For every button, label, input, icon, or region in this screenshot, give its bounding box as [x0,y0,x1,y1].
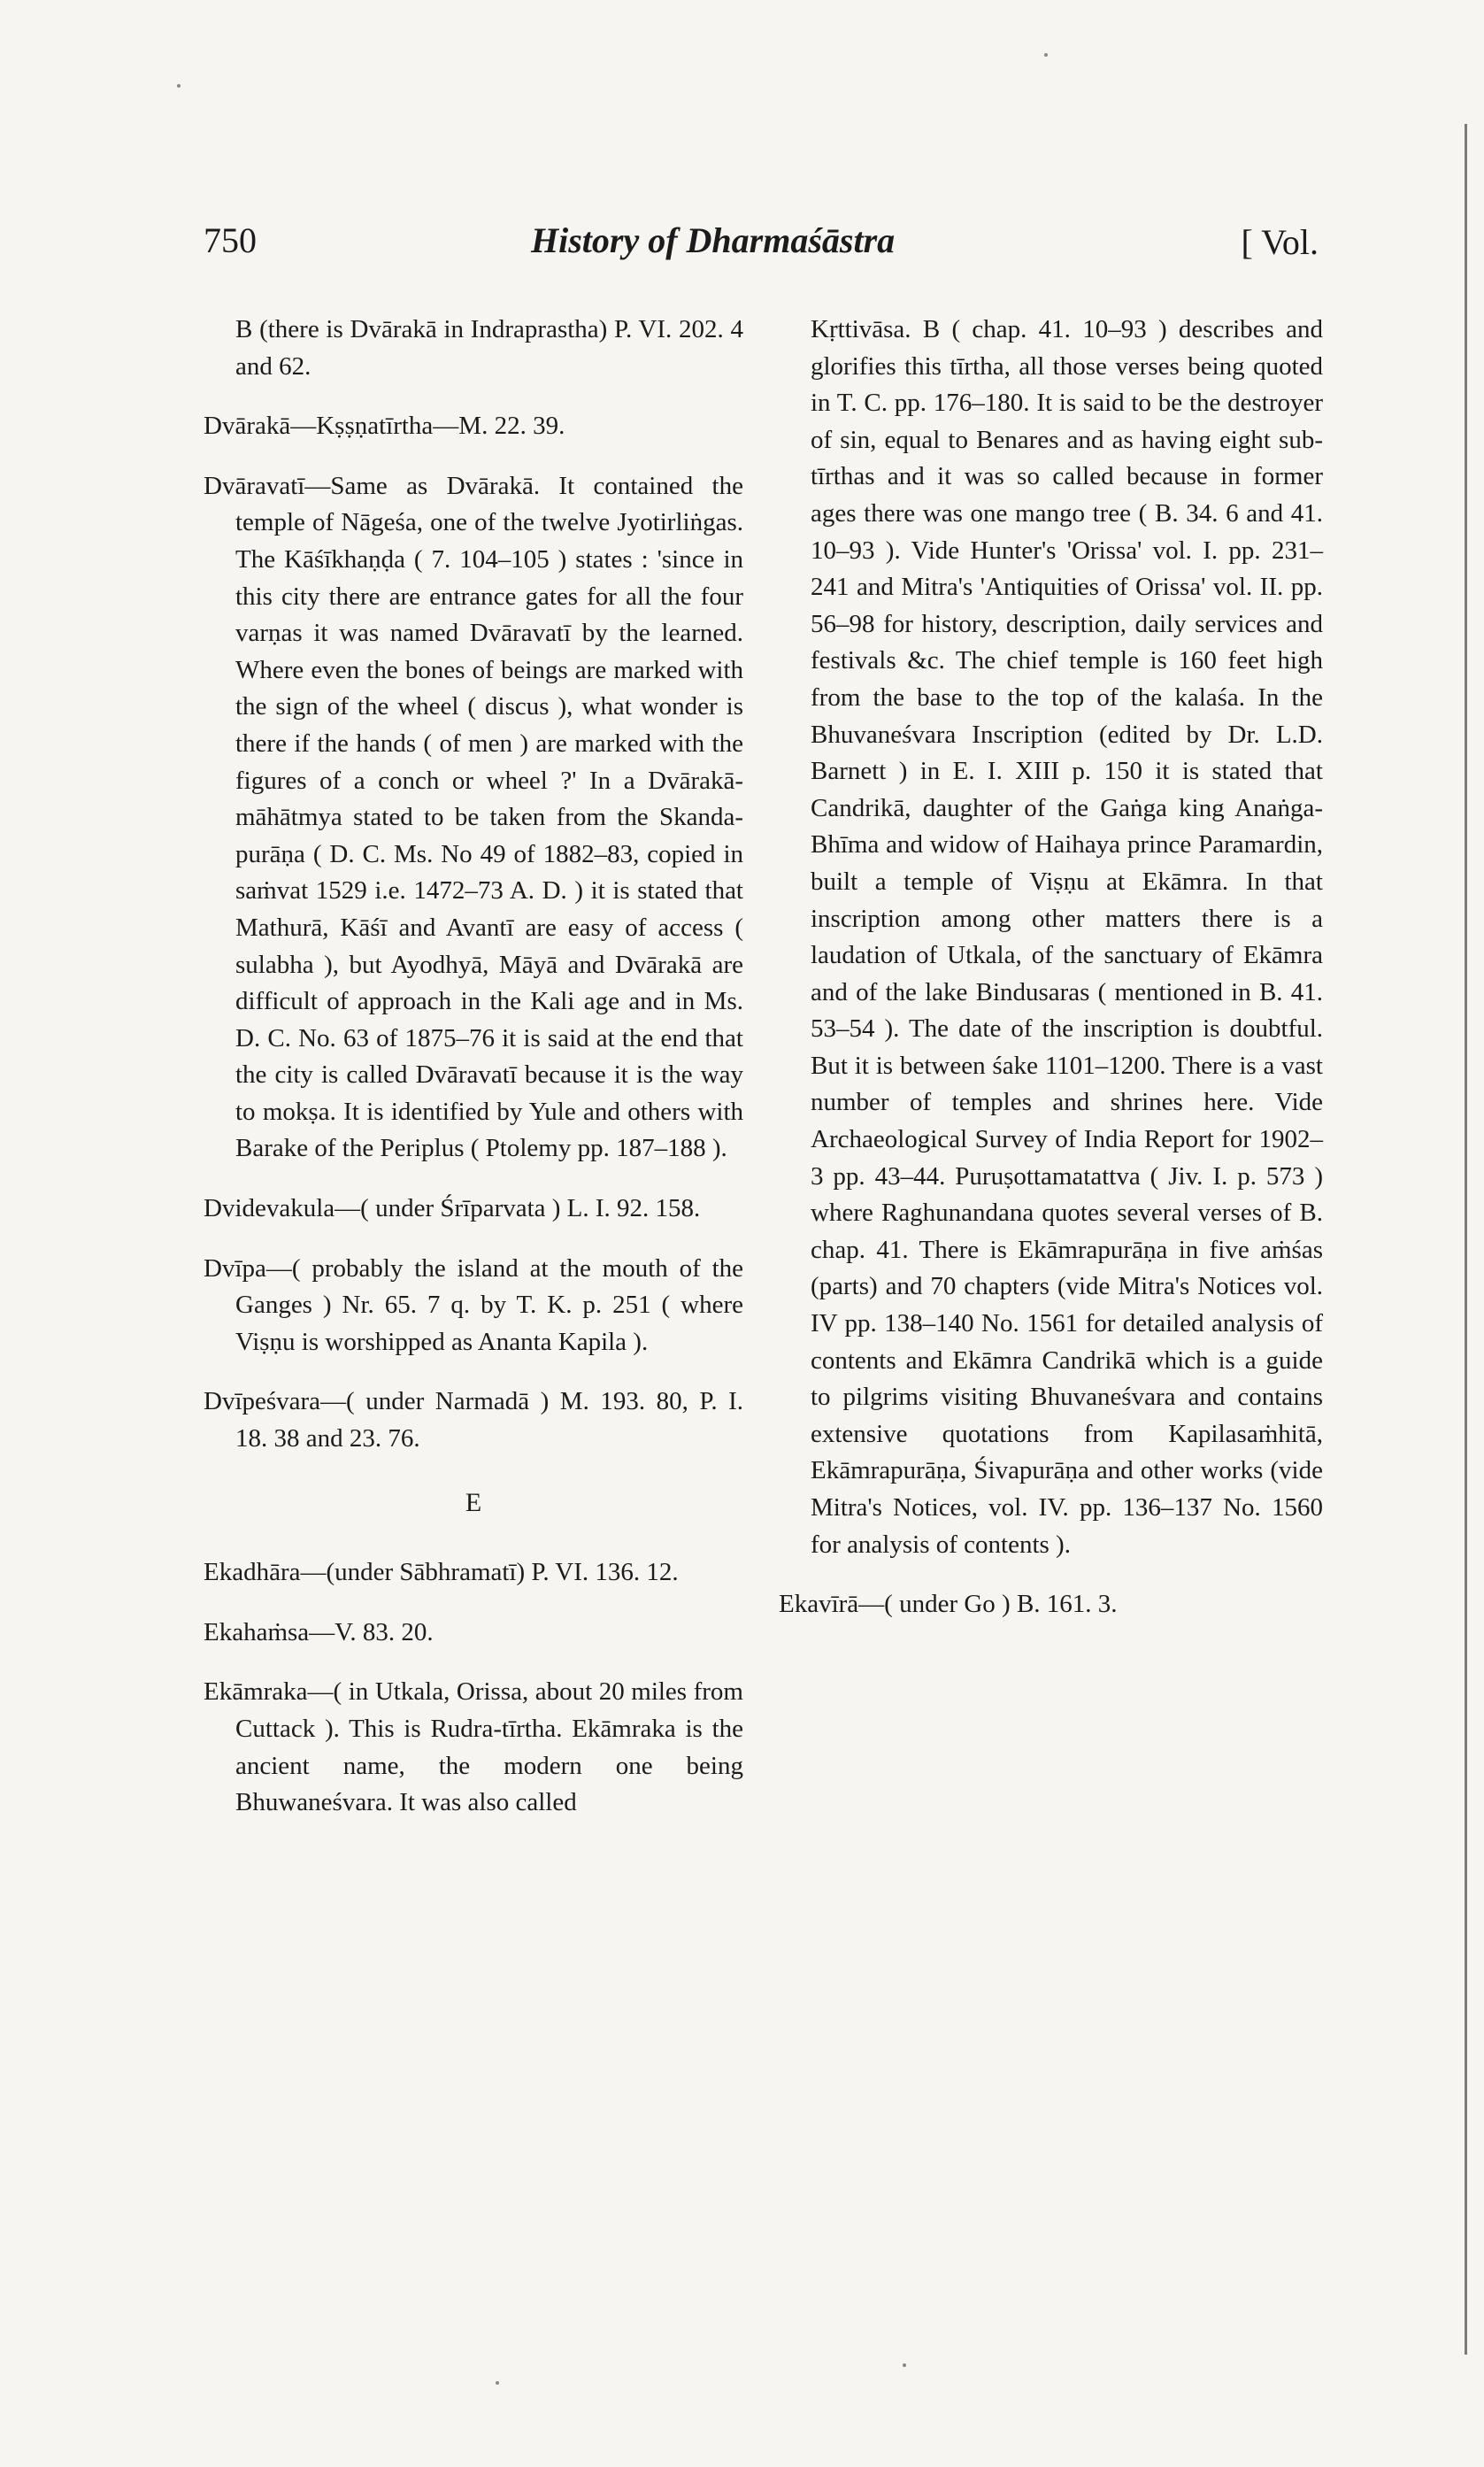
entry-text: Dvīpeśvara—( under Narmadā ) M. 193. 80, P. I. 18. 38 and 23. 76. [204,1387,743,1453]
entry-text: Ekahaṁsa—V. 83. 20. [204,1617,434,1646]
entry-text: Dvīpa—( probably the island at the mouth of the Ganges ) Nr. 65. 7 q. by T. K. p. 251 ( where Viṣṇu is worshipped as Ananta Kapila ). [204,1253,743,1356]
entry-text: Ekavīrā—( under Go ) B. 161. 3. [779,1590,1118,1619]
entry-text: B (there is Dvārakā in Indraprastha) P. VI. 202. 4 and 62. [235,315,743,381]
scan-speck [496,2381,499,2385]
scan-speck [177,84,181,88]
page-number: 750 [204,220,257,260]
section-letter: E [465,1487,482,1517]
scan-speck [903,2363,906,2367]
scan-edge-line [1465,124,1467,2355]
entry-continuation: Kṛttivāsa. B ( chap. 41. 10–93 ) describes and glorifies this tīrtha, all those verses being quoted in T. C. pp. 176–180. It is said to be the destroyer of sin, equal to Benares and as having eight sub-tīrthas and it was so called because in former ages there was one mango tree ( B. 34. 6 and 41. 10–93 ). Vide Hunter's 'Orissa' vol. I. pp. 231–241 and Mitra's 'Antiquities of Orissa' vol. II. pp. 56–98 for history, description, daily services and festivals &c. The chief temple is 160 feet high from the base to the top of the kalaśa. In the Bhuvaneśvara Inscription (edited by Dr. L.D. Barnett ) in E. I. XIII p. 150 it is stated that Candrikā, daughter of the Gaṅga king Anaṅga-Bhīma and widow of Haihaya prince Paramardin, built a temple of Viṣṇu at Ekāmra. In that inscription among other matters there is a laudation of Utkala, of the sanctuary of Ekāmra and of the lake Bindusaras ( mentioned in B. 41. 53–54 ). The date of the inscription is doubtful. But it is between śake 1101–1200. There is a vast number of temples and shrines here. Vide Archaeological Survey of India Report for 1902–3 pp. 43–44. Puruṣottamatattva ( Jiv. I. p. 573 ) where Raghunandana quotes several verses of B. chap. 41. There is Ekāmrapurāṇa in five aṁśas (parts) and 70 chapters (vide Mitra's Notices vol. IV pp. 138–140 No. 1561 for detailed analysis of contents and Ekāmra Candrikā which is a guide to pilgrims visiting Bhuvaneśvara and contains extensive quotations from Kapilasaṁhitā, Ekāmrapurāṇa, Śivapurāṇa and other works (vide Mitra's Notices, vol. IV. pp. 136–137 No. 1560 for analysis of contents ). [811,315,1323,1559]
running-title: History of Dharmaśāstra [531,220,896,260]
entry-text: Ekadhāra—(under Sābhramatī) P. VI. 136. 12. [204,1558,679,1587]
entry-text: Dvārakā—Kṣṣṇatīrtha—M. 22. 39. [204,412,565,441]
scan-speck [1044,53,1048,57]
left-column [204,312,743,1845]
right-column [779,312,1323,1646]
entry-text: Ekāmraka—( in Utkala, Orissa, about 20 miles from Cuttack ). This is Rudra-tīrtha. Ekāmraka is the ancient name, the modern one being Bhuwaneśvara. It was also called [204,1677,743,1817]
entry-text: Dvāravatī—Same as Dvārakā. It contained the temple of Nāgeśa, one of the twelve Jyotirliṅgas. The Kāśīkhaṇḍa ( 7. 104–105 ) states : 'since in this city there are entrance gates for all the four varṇas it was named Dvāravatī by the learned. Where even the bones of beings are marked with the sign of the wheel ( discus ), what wonder is there if the hands ( of men ) are marked with the figures of a conch or wheel ?' In a Dvārakā-māhātmya stated to be taken from the Skanda-purāṇa ( D. C. Ms. No 49 of 1882–83, copied in saṁvat 1529 i.e. 1472–73 A. D. ) it is stated that Mathurā, Kāśī and Avantī are easy of access ( sulabha ), but Ayodhyā, Māyā and Dvārakā are difficult of approach in the Kali age and in Ms. D. C. No. 63 of 1875–76 it is said at the end that the city is called Dvāravatī because it is the way to mokṣa. It is identified by Yule and others with Barake of the Periplus ( Ptolemy pp. 187–188 ). [204,471,743,1163]
volume-label: [ Vol. [1241,222,1319,262]
entry-text: Dvidevakula—( under Śrīparvata ) L. I. 92. 158. [204,1194,701,1223]
page-header [204,211,1319,264]
